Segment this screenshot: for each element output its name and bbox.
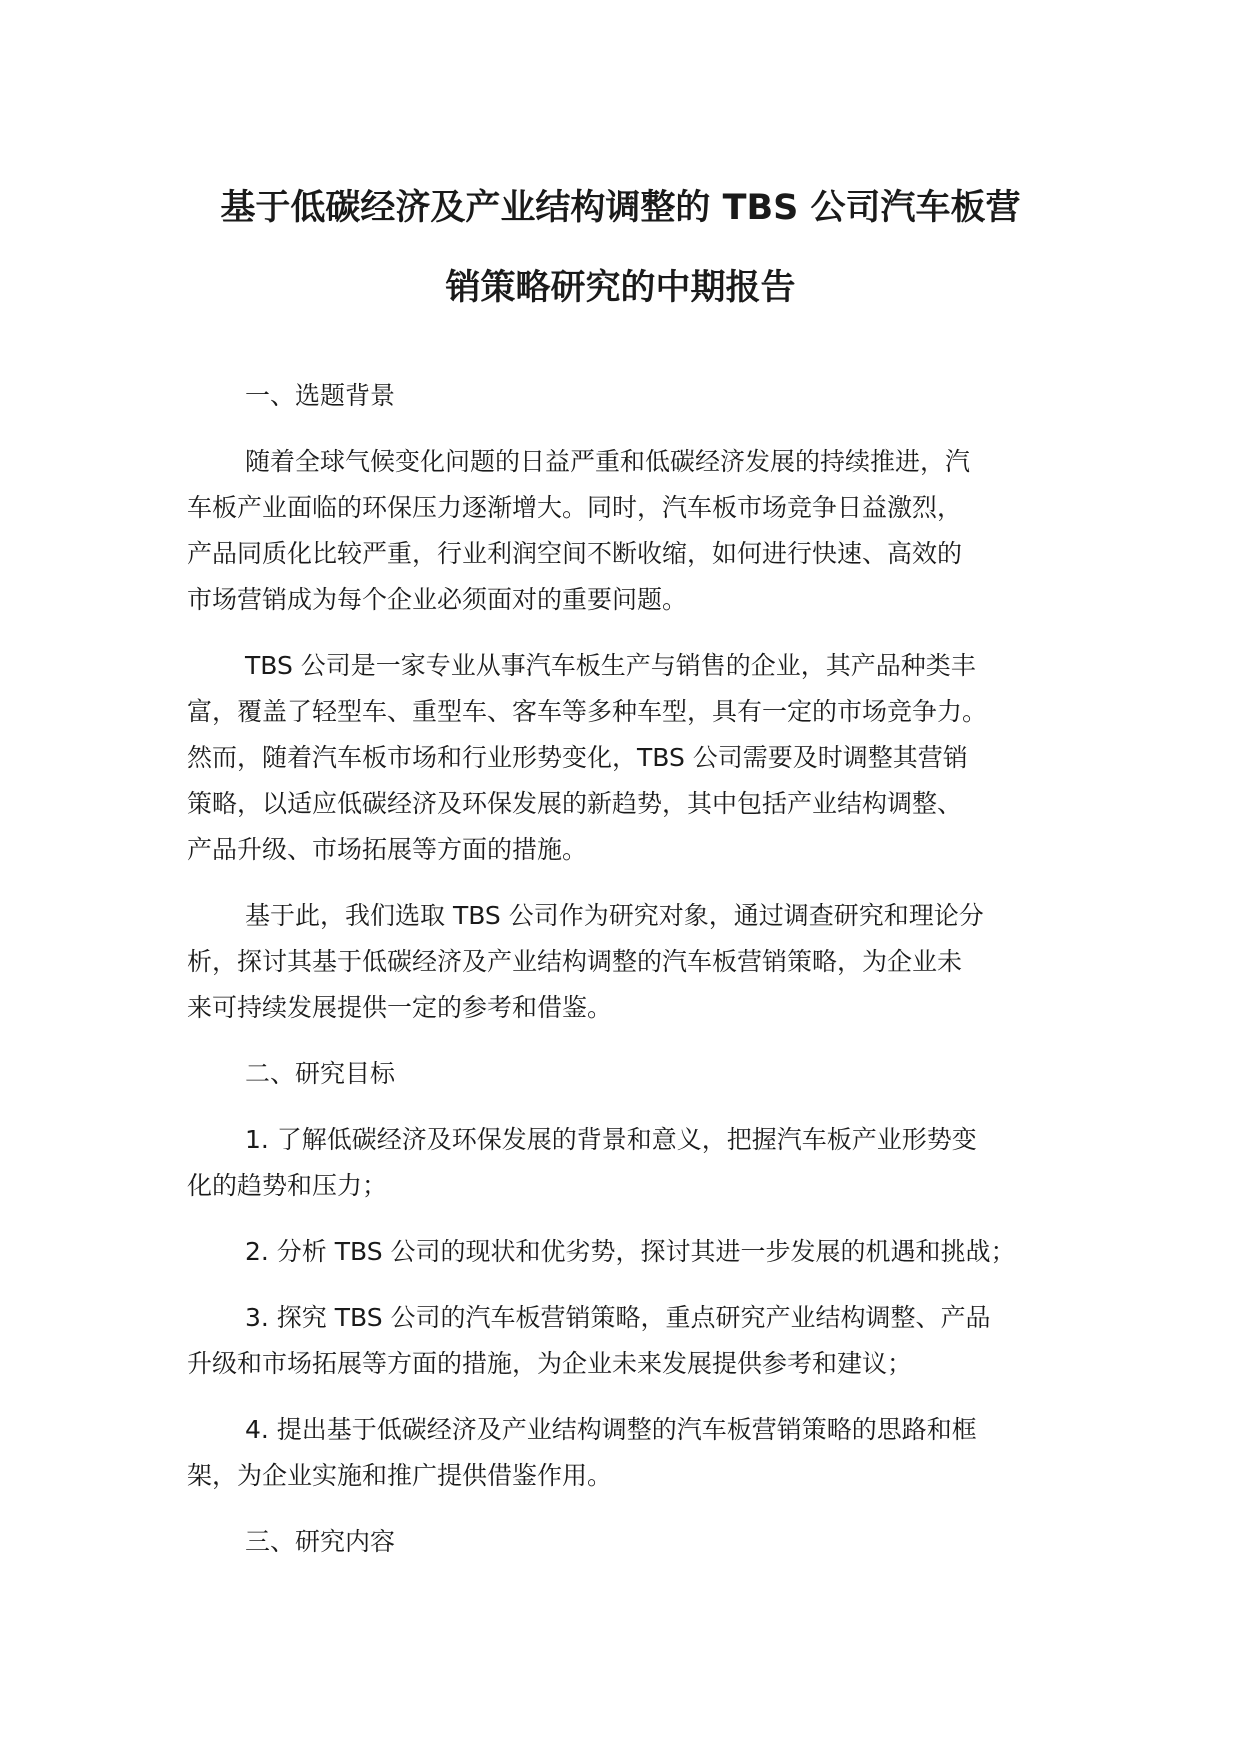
paragraph-line: 4. 提出基于低碳经济及产业结构调整的汽车板营销策略的思路和框 bbox=[245, 1415, 977, 1444]
paragraph-line: 策略，以适应低碳经济及环保发展的新趋势，其中包括产业结构调整、 bbox=[187, 789, 963, 818]
paragraph-line: 化的趋势和压力； bbox=[187, 1171, 388, 1200]
paragraph-line: 析，探讨其基于低碳经济及产业结构调整的汽车板营销策略，为企业未 bbox=[187, 947, 963, 976]
goal-item-3 bbox=[187, 1295, 1087, 1387]
paragraph-line: 产品同质化比较严重，行业利润空间不断收缩，如何进行快速、高效的 bbox=[187, 539, 963, 568]
paragraph-line: 基于此，我们选取 TBS 公司作为研究对象，通过调查研究和理论分 bbox=[245, 901, 984, 930]
section-heading-background bbox=[187, 373, 1087, 419]
paragraph-background-1 bbox=[187, 439, 1087, 623]
document-body bbox=[187, 373, 1087, 1585]
paragraph-line: 2. 分析 TBS 公司的现状和优劣势，探讨其进一步发展的机遇和挑战； bbox=[245, 1237, 1016, 1266]
title-line-2: 销策略研究的中期报告 bbox=[445, 268, 796, 308]
heading-text: 二、研究目标 bbox=[245, 1059, 396, 1088]
paragraph-line: 车板产业面临的环保压力逐渐增大。同时，汽车板市场竞争日益激烈， bbox=[187, 493, 963, 522]
paragraph-line: 市场营销成为每个企业必须面对的重要问题。 bbox=[187, 585, 688, 614]
title-line-1: 基于低碳经济及产业结构调整的 TBS 公司汽车板营 bbox=[220, 188, 1021, 228]
paragraph-background-3 bbox=[187, 893, 1087, 1031]
paragraph-line: 然而，随着汽车板市场和行业形势变化，TBS 公司需要及时调整其营销 bbox=[187, 743, 968, 772]
paragraph-line: 升级和市场拓展等方面的措施，为企业未来发展提供参考和建议； bbox=[187, 1349, 913, 1378]
paragraph-line: 架，为企业实施和推广提供借鉴作用。 bbox=[187, 1461, 613, 1490]
goal-item-1 bbox=[187, 1117, 1087, 1209]
heading-text: 三、研究内容 bbox=[245, 1527, 396, 1556]
section-heading-goals bbox=[187, 1051, 1087, 1097]
document-title bbox=[150, 168, 1091, 328]
paragraph-line: 来可持续发展提供一定的参考和借鉴。 bbox=[187, 993, 613, 1022]
paragraph-line: 富，覆盖了轻型车、重型车、客车等多种车型，具有一定的市场竞争力。 bbox=[187, 697, 988, 726]
section-heading-content bbox=[187, 1519, 1087, 1565]
paragraph-line: 产品升级、市场拓展等方面的措施。 bbox=[187, 835, 588, 864]
heading-text: 一、选题背景 bbox=[245, 381, 396, 410]
paragraph-line: 3. 探究 TBS 公司的汽车板营销策略，重点研究产业结构调整、产品 bbox=[245, 1303, 991, 1332]
goal-item-2 bbox=[187, 1229, 1087, 1275]
paragraph-line: TBS 公司是一家专业从事汽车板生产与销售的企业，其产品种类丰 bbox=[245, 651, 976, 680]
paragraph-background-2 bbox=[187, 643, 1087, 873]
paragraph-line: 随着全球气候变化问题的日益严重和低碳经济发展的持续推进，汽 bbox=[245, 447, 971, 476]
paragraph-line: 1. 了解低碳经济及环保发展的背景和意义，把握汽车板产业形势变 bbox=[245, 1125, 977, 1154]
goal-item-4 bbox=[187, 1407, 1087, 1499]
